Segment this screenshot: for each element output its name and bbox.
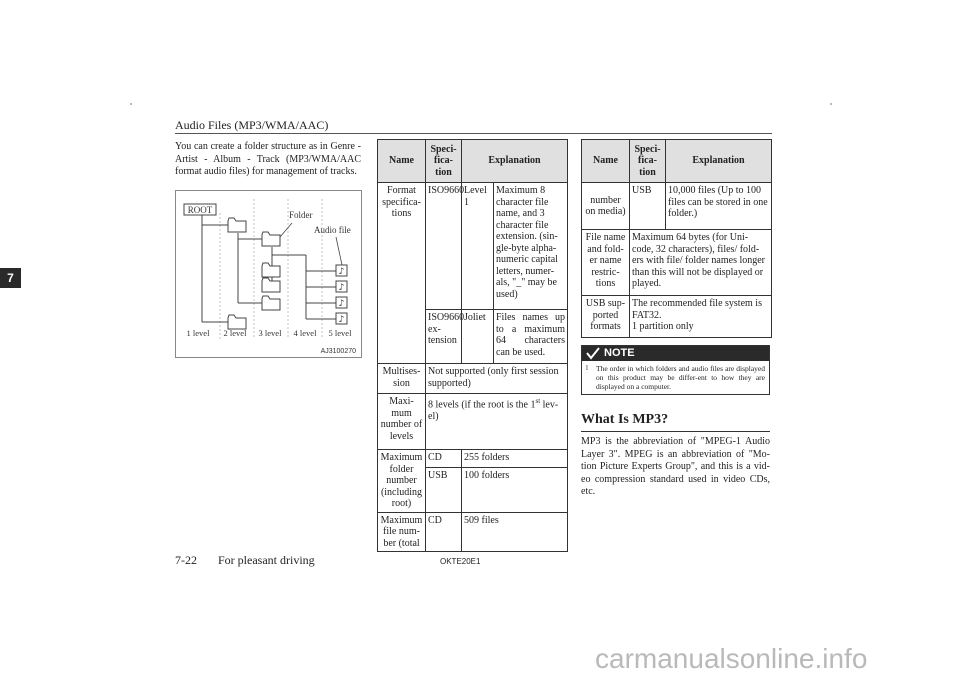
bullet-icon: l bbox=[586, 364, 588, 372]
note-title: NOTE bbox=[604, 347, 635, 359]
format-spec-name: Format specifica-tions bbox=[378, 183, 426, 364]
corner-mark bbox=[830, 103, 832, 105]
col-header-spec: Speci-fica-tion bbox=[630, 140, 666, 183]
section-rule bbox=[581, 431, 770, 432]
max-levels-explanation bbox=[426, 394, 568, 450]
joliet-cell: Joliet bbox=[462, 310, 494, 364]
joliet-explanation: Files names up to a maximum 64 characters can be used. bbox=[494, 310, 568, 364]
col-header-explanation: Explanation bbox=[666, 140, 772, 183]
note-body bbox=[582, 361, 769, 394]
max-levels-text-b: lev-el) bbox=[428, 399, 559, 422]
note-text: The order in which folders and audio files are displayed on this product may be differ-ent to how they are displayed on a computer. bbox=[596, 364, 765, 391]
corner-mark bbox=[130, 103, 132, 105]
level-label: 1 level bbox=[186, 328, 210, 338]
iso9660-ext-spec: ISO9660 ex-tension bbox=[426, 310, 462, 364]
multisession-name: Multises-sion bbox=[378, 364, 426, 394]
col-header-explanation: Explanation bbox=[462, 140, 568, 183]
max-file-name: Maximum file num-ber (total bbox=[378, 512, 426, 552]
usb-formats-line-1: The recommended file system is FAT32. bbox=[632, 298, 762, 321]
note-header bbox=[582, 346, 769, 361]
col-header-name: Name bbox=[582, 140, 630, 183]
folder-icon bbox=[262, 263, 280, 277]
iso9660-spec: ISO9660 bbox=[426, 183, 462, 310]
max-file-cd: CD bbox=[426, 512, 462, 552]
audio-file-callout: Audio file bbox=[314, 225, 351, 235]
col-header-spec: Speci-fica-tion bbox=[426, 140, 462, 183]
folder-icon bbox=[262, 232, 280, 246]
max-folder-name: Maximum folder number (including root) bbox=[378, 450, 426, 513]
folder-icon bbox=[228, 218, 246, 232]
max-folder-cd: CD bbox=[426, 450, 462, 468]
section-title: What Is MP3? bbox=[581, 412, 669, 427]
max-folder-usb-value: 100 folders bbox=[462, 468, 568, 512]
level-label: 2 level bbox=[223, 328, 247, 338]
watermark: carmanualsonline.info bbox=[595, 643, 868, 674]
folder-icon bbox=[228, 315, 246, 329]
filename-restriction-name: File name and fold-er name restric-tions bbox=[582, 230, 630, 296]
folder-icon bbox=[262, 278, 280, 292]
folder-callout: Folder bbox=[289, 210, 313, 220]
intro-paragraph: You can create a folder structure as in Genre - Artist - Album - Track (MP3/WMA/AAC format audio files) for management of tracks. bbox=[175, 141, 361, 178]
file-number-name: number on media) bbox=[582, 183, 630, 230]
usb-formats-explanation bbox=[630, 296, 772, 338]
file-number-explanation: 10,000 files (Up to 100 files can be stored in one folder.) bbox=[666, 183, 772, 230]
audio-file-icon bbox=[336, 313, 347, 325]
multisession-explanation: Not supported (only first session supported) bbox=[426, 364, 568, 394]
filename-restriction-explanation: Maximum 64 bytes (for Uni-code, 32 characters), files/ fold-ers with file/ folder names longer than this will not be displayed or played. bbox=[630, 230, 772, 296]
footer-chapter: For pleasant driving bbox=[218, 553, 315, 567]
col-header-name: Name bbox=[378, 140, 426, 183]
file-number-usb: USB bbox=[630, 183, 666, 230]
max-levels-sup: st bbox=[535, 397, 541, 405]
page-header: Audio Files (MP3/WMA/AAC) bbox=[175, 118, 329, 132]
spec-table-1 bbox=[377, 139, 568, 552]
audio-file-icon bbox=[336, 297, 347, 309]
audio-file-icon bbox=[336, 281, 347, 293]
audio-file-icon bbox=[336, 265, 347, 277]
usb-formats-name: USB sup-ported formats bbox=[582, 296, 630, 338]
max-file-cd-value: 509 files bbox=[462, 512, 568, 552]
usb-formats-line-2: 1 partition only bbox=[632, 321, 694, 332]
document-code: OKTE20E1 bbox=[440, 557, 481, 566]
section-paragraph: MP3 is the abbreviation of "MPEG-1 Audio Layer 3". MPEG is an abbreviation of "Mo-tion Picture Experts Group", and this is a vid-eo compression standard used in video CDs, etc. bbox=[581, 436, 770, 498]
note-box bbox=[581, 345, 770, 395]
chapter-tab: 7 bbox=[0, 268, 21, 288]
folder-structure-diagram: ♪ ROOT Folder Audio file 1 level 2 level 3 level 4 level 5 level AJ3100270 bbox=[175, 190, 362, 358]
max-folder-cd-value: 255 folders bbox=[462, 450, 568, 468]
folder-icon bbox=[262, 296, 280, 310]
max-folder-usb: USB bbox=[426, 468, 462, 512]
level-label: 3 level bbox=[258, 328, 282, 338]
iso9660-level: Level 1 bbox=[462, 183, 494, 310]
header-rule bbox=[175, 133, 772, 134]
spec-table-2 bbox=[581, 139, 772, 338]
max-levels-text-a: 8 levels (if the root is the 1 bbox=[428, 399, 536, 411]
level-label: 4 level bbox=[293, 328, 317, 338]
pencil-check-icon bbox=[586, 347, 600, 360]
level-label: 5 level bbox=[328, 328, 352, 338]
figure-code: AJ3100270 bbox=[320, 348, 356, 355]
root-label: ROOT bbox=[187, 205, 213, 215]
max-levels-name: Maxi-mum number of levels bbox=[378, 394, 426, 450]
page-number: 7-22 bbox=[175, 553, 197, 567]
iso9660-explanation: Maximum 8 character file name, and 3 character file extension. (sin-gle-byte alpha-numeric capital letters, numer-als, "_" may be used) bbox=[494, 183, 568, 310]
